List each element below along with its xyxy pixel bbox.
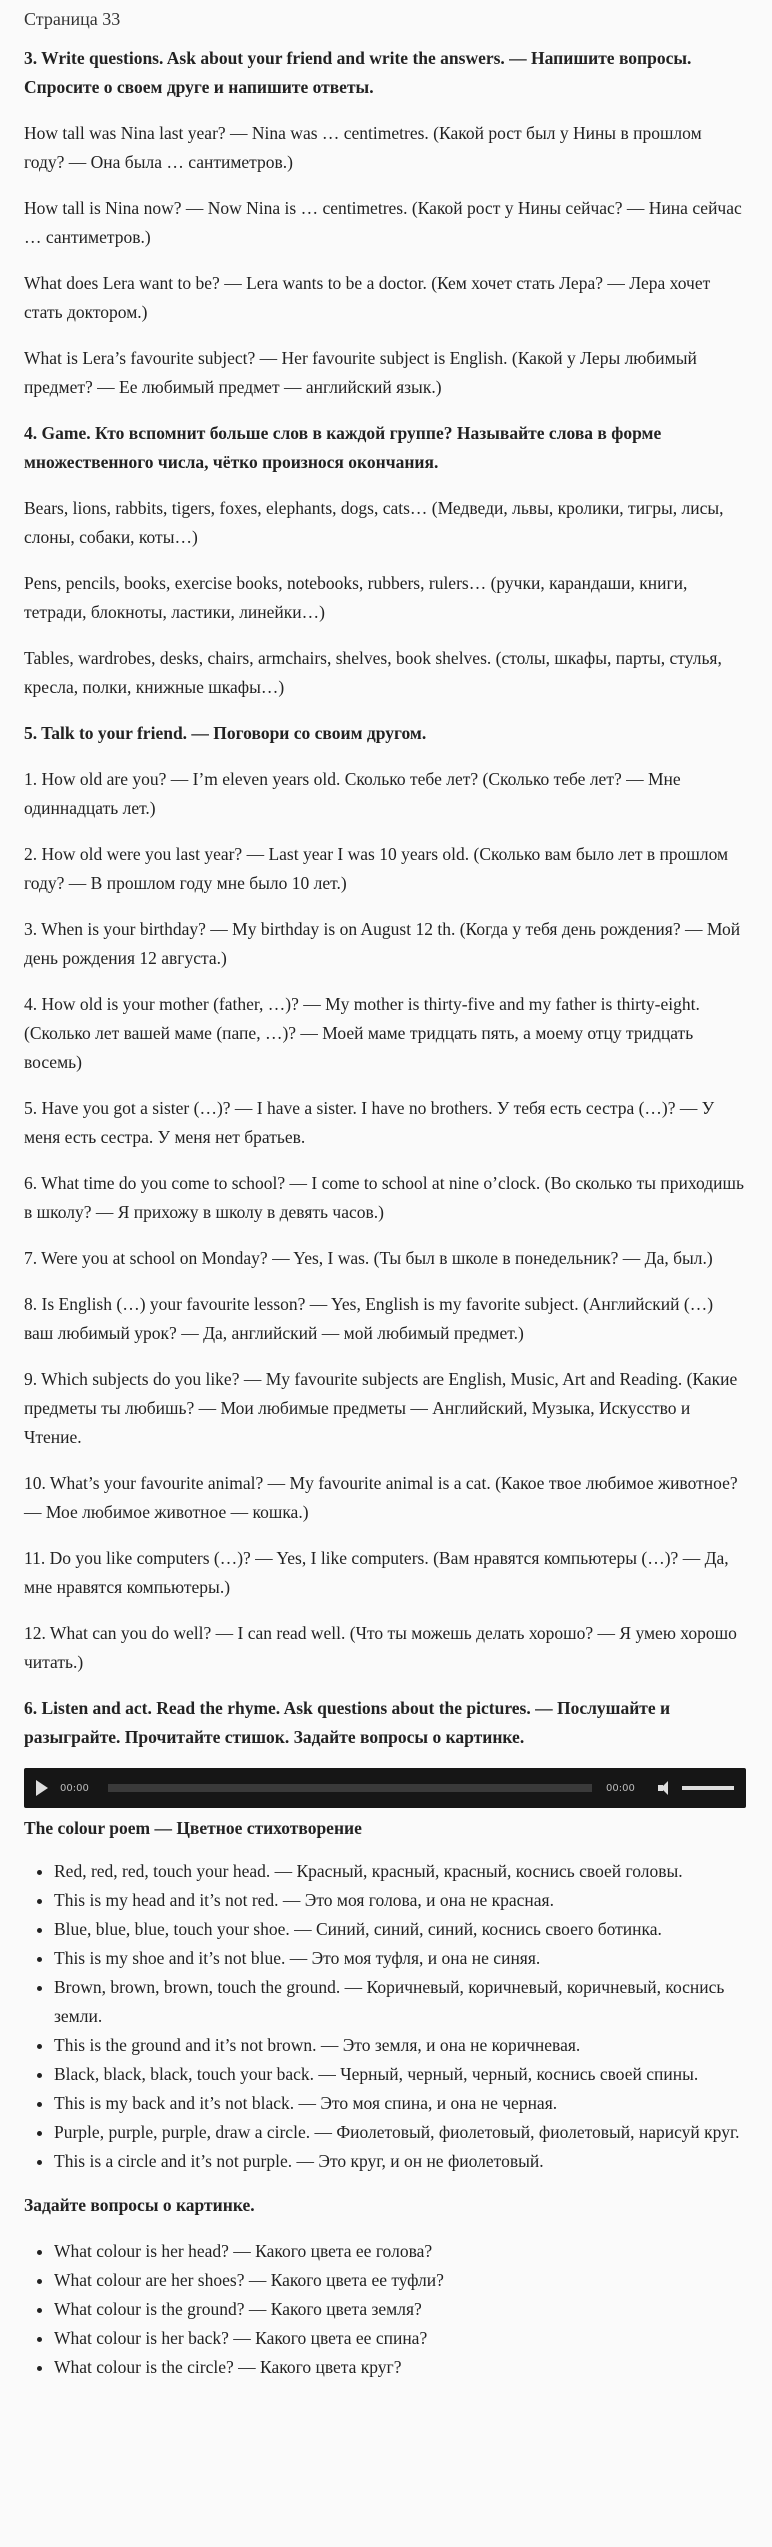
poem-line: • Red, red, red, touch your head. — Красный, красный, красный, коснись своей головы. [54, 1857, 746, 1886]
question-line: • What colour is her back? — Какого цвета ее спина? [54, 2324, 746, 2353]
poem-line: • This is my back and it’s not black. — Это моя спина, и она не черная. [54, 2089, 746, 2118]
current-time: 00:00 [60, 1782, 89, 1794]
dialogue-item: 1. How old are you? — I’m eleven years old. Сколько тебе лет? (Сколько тебе лет? — Мне одиннадцать лет.) [24, 769, 681, 818]
dialogue-item: 11. Do you like computers (…)? — Yes, I like computers. (Вам нравятся компьютеры (…)? — Да, мне нравятся компьютеры.) [24, 1548, 729, 1597]
poem-lines [24, 1857, 746, 2176]
dialogue-item: 8. Is English (…) your favourite lesson? — Yes, English is my favorite subject. (Английский (…) ваш любимый урок? — Да, английский — мой любимый предмет.) [24, 1294, 714, 1343]
question-line: • What colour is the circle? — Какого цвета круг? [54, 2353, 746, 2382]
dialogue-item: 12. What can you do well? — I can read well. (Что ты можешь делать хорошо? — Я умею хорошо читать.) [24, 1623, 737, 1672]
task-3-item: What does Lera want to be? — Lera wants to be a doctor. (Кем хочет стать Лера? — Лера хочет стать доктором.) [24, 273, 711, 322]
task-3-item: How tall is Nina now? — Now Nina is … centimetres. (Какой рост у Нины сейчас? — Нина сейчас … сантиметров.) [24, 198, 742, 247]
dialogue-item: 3. When is your birthday? — My birthday is on August 12 th. (Когда у тебя день рождения? — Мой день рождения 12 августа.) [24, 919, 741, 968]
dialogue-item: 9. Which subjects do you like? — My favourite subjects are English, Music, Art and Reading. (Какие предметы ты любишь? — Мои любимые предметы — Английский, Музыка, Искусство и Чтение. [24, 1369, 738, 1447]
task-3-heading: 3. Write questions. Ask about your friend and write the answers. — Напишите вопросы. Спросите о своем друге и напишите ответы. [24, 48, 692, 97]
play-icon[interactable] [36, 1780, 48, 1796]
question-line: • What colour is her head? — Какого цвета ее голова? [54, 2237, 746, 2266]
poem-line: • Brown, brown, brown, touch the ground. — Коричневый, коричневый, коричневый, коснись земли. [54, 1973, 746, 2031]
volume-icon[interactable] [658, 1781, 674, 1795]
poem-line: • This is a circle and it’s not purple. — Это круг, и он не фиолетовый. [54, 2147, 746, 2176]
page-label: Страница 33 [24, 9, 121, 29]
dialogue-item: 4. How old is your mother (father, …)? — My mother is thirty-five and my father is thirty-eight. (Сколько лет вашей маме (папе, …)? — Моей маме тридцать пять, а моему отцу тридцать восемь) [24, 994, 700, 1072]
dialogue-item: 6. What time do you come to school? — I come to school at nine o’clock. (Во сколько ты приходишь в школу? — Я прихожу в школу в девять часов.) [24, 1173, 744, 1222]
task-4-item: Bears, lions, rabbits, tigers, foxes, elephants, dogs, cats… (Медведи, львы, кролики, тигры, лисы, слоны, собаки, коты…) [24, 498, 724, 547]
dialogue-item: 5. Have you got a sister (…)? — I have a sister. I have no brothers. У тебя есть сестра (…)? — У меня есть сестра. У меня нет братьев. [24, 1098, 715, 1147]
task-3-item: What is Lera’s favourite subject? — Her favourite subject is English. (Какой у Леры любимый предмет? — Ее любимый предмет — английский язык.) [24, 348, 697, 397]
dialogue-item: 2. How old were you last year? — Last year I was 10 years old. (Сколько вам было лет в прошлом году? — В прошлом году мне было 10 лет.) [24, 844, 729, 893]
seek-bar[interactable] [108, 1784, 592, 1792]
poem-line: • This is my shoe and it’s not blue. — Это моя туфля, и она не синяя. [54, 1944, 746, 1973]
question-line: • What colour are her shoes? — Какого цвета ее туфли? [54, 2266, 746, 2295]
question-line: • What colour is the ground? — Какого цвета земля? [54, 2295, 746, 2324]
duration: 00:00 [606, 1782, 635, 1794]
task-3-item: How tall was Nina last year? — Nina was … centimetres. (Какой рост был у Нины в прошлом году? — Она была … сантиметров.) [24, 123, 702, 172]
task-4-item: Tables, wardrobes, desks, chairs, armchairs, shelves, book shelves. (столы, шкафы, парты, стулья, кресла, полки, книжные шкафы…) [24, 648, 722, 697]
task-4-item: Pens, pencils, books, exercise books, notebooks, rubbers, rulers… (ручки, карандаши, книги, тетради, блокноты, ластики, линейки…) [24, 573, 688, 622]
question-lines [24, 2237, 746, 2382]
poem-line: • Blue, blue, blue, touch your shoe. — Синий, синий, синий, коснись своего ботинка. [54, 1915, 746, 1944]
dialogue-item: 7. Were you at school on Monday? — Yes, I was. (Ты был в школе в понедельник? — Да, был.) [24, 1248, 713, 1268]
poem-line: • Purple, purple, purple, draw a circle. — Фиолетовый, фиолетовый, фиолетовый, нарисуй круг. [54, 2118, 746, 2147]
task-6-heading: 6. Listen and act. Read the rhyme. Ask questions about the pictures. — Послушайте и разыграйте. Прочитайте стишок. Задайте вопросы о картинке. [24, 1698, 671, 1747]
task-5-heading: 5. Talk to your friend. — Поговори со своим другом. [24, 723, 427, 743]
dialogue-item: 10. What’s your favourite animal? — My favourite animal is a cat. (Какое твое любимое животное? — Мое любимое животное — кошка.) [24, 1473, 738, 1522]
volume-slider[interactable] [682, 1786, 734, 1790]
poem-title: The colour poem — Цветное стихотворение [24, 1818, 362, 1838]
poem-line: • This is my head and it’s not red. — Это моя голова, и она не красная. [54, 1886, 746, 1915]
questions-heading: Задайте вопросы о картинке. [24, 2195, 255, 2215]
audio-player[interactable] [24, 1768, 746, 1808]
poem-line: • This is the ground and it’s not brown. — Это земля, и она не коричневая. [54, 2031, 746, 2060]
poem-line: • Black, black, black, touch your back. — Черный, черный, черный, коснись своей спины. [54, 2060, 746, 2089]
task-4-heading: 4. Game. Кто вспомнит больше слов в каждой группе? Называйте слова в форме множественного числа, чётко произнося окончания. [24, 423, 662, 472]
